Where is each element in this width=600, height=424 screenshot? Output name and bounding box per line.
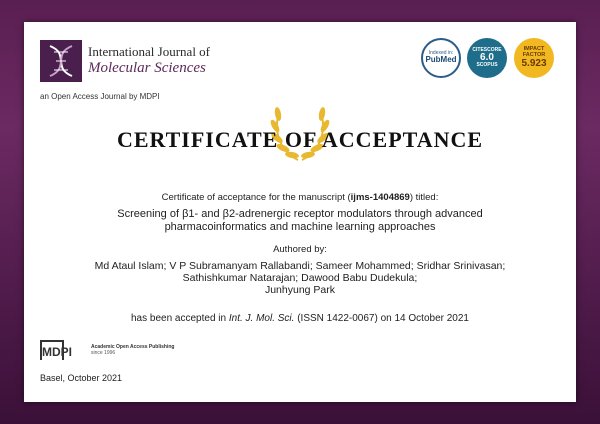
certificate [24,22,576,402]
open-access-tagline: an Open Access Journal by MDPI [40,92,160,101]
citescore-badge-label: CITESCORE [472,46,502,53]
citescore-badge-value: 6.0 [480,51,494,63]
authors-line2: Sathishkumar Natarajan; Dawood Babu Dudekula; [182,272,418,284]
intro-text-before: Certificate of acceptance for the manuscript ( [161,192,351,203]
accepted-text-after: (ISSN 1422-0067) on 14 October 2021 [294,313,469,324]
impact-badge-value: 5.923 [521,57,547,69]
mdpi-logo: MDPI [42,345,72,359]
paper-title-line2: pharmacoinformatics and machine learning approaches [164,221,436,233]
certificate-intro [24,192,576,203]
journal-name-line1: International Journal of [88,44,211,59]
intro-text-after: ) titled: [409,192,439,203]
journal-name-line2: Molecular Sciences [88,60,206,76]
accepted-text-before: has been accepted in [131,313,229,324]
authored-by-label: Authored by: [273,244,327,255]
impact-badge-label1: IMPACT [523,45,545,52]
journal-logo [40,40,82,82]
certificate-title: CERTIFICATE OF ACCEPTANCE [116,127,484,152]
paper-title [24,208,576,234]
mdpi-since: since 1996 [91,350,116,356]
accepted-journal-abbrev: Int. J. Mol. Sci. [228,313,295,324]
citescore-badge-sub: SCOPUS [476,62,498,69]
pubmed-badge [421,38,461,78]
authors-line1: Md Ataul Islam; V P Subramanyam Rallabandi; Sameer Mohammed; Sridhar Srinivasan; [94,260,506,272]
impact-badge-label2: FACTOR [522,51,546,58]
citescore-badge [467,38,507,78]
acceptance-statement [24,313,576,324]
manuscript-id: ijms-1404869 [350,192,410,203]
pubmed-badge-value: PubMed [425,55,457,65]
mdpi-tagline: Academic Open Access Publishing [91,344,175,350]
impact-factor-badge [514,38,554,78]
author-list [24,260,576,296]
authors-line3: Junhyung Park [264,284,336,296]
pubmed-badge-label: Indexed in: [428,50,454,57]
paper-title-line1: Screening of β1- and β2-adrenergic receptor modulators through advanced [117,208,483,220]
place-date: Basel, October 2021 [40,373,123,383]
